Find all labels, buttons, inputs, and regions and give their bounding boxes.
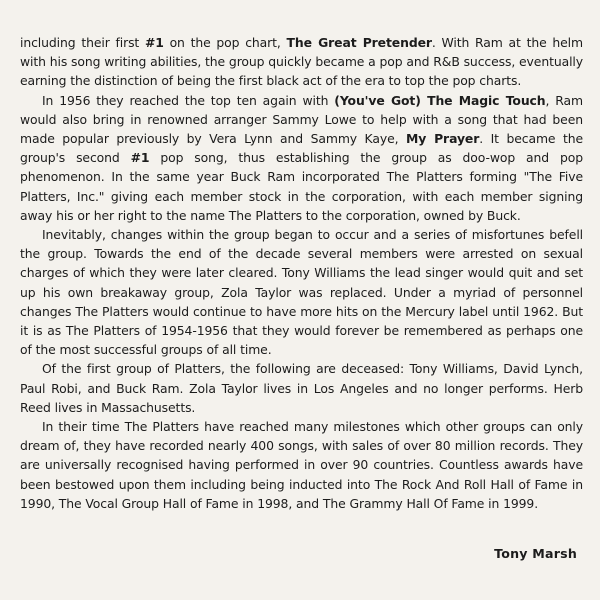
text-run: Inevitably, changes within the group began to occur and a series of misfortunes befell the group. Towards the end of the decade several members were arrested on sexual charges of which they were later cleared. Tony Williams the lead singer would quit and set up his own breakaway group, Zola Taylor was replaced. Under a myriad of personnel changes The Platters would continue to have more hits on the Mercury label until 1962. But it is as The Platters of 1954-1956 that they would forever be remembered as perhaps one of the most successful groups of all time.	[20, 227, 583, 358]
bold-text: #1	[144, 35, 164, 50]
text-run: In their time The Platters have reached many milestones which other groups can only dream of, they have recorded nearly 400 songs, with sales of over 80 million records. They are universally recognised having performed in over 90 countries. Countless awards have been bestowed upon them including being inducted into The Rock And Roll Hall of Fame in 1990, The Vocal Group Hall of Fame in 1998, and The Grammy Hall Of Fame in 1999.	[20, 419, 583, 511]
text-run: , Ram would also bring in renowned arranger Sammy Lowe to help with a song that had been made popular previously by Vera Lynn and Sammy Kaye,	[20, 92, 583, 147]
text-run: including their first	[20, 35, 145, 50]
paragraph-3	[20, 225, 583, 359]
text-run: . With Ram at the helm with his song writing abilities, the group quickly became a pop and R&B success, eventually earning the distinction of being the first black act of the era to top the pop charts.	[20, 35, 583, 89]
bold-text: #1	[130, 150, 150, 166]
paragraph-4	[20, 359, 583, 417]
paragraph-5	[20, 417, 583, 513]
body-text	[20, 33, 583, 513]
text-run: pop song, thus establishing the group as doo-wop and pop phenomenon. In the same year Buck Ram incorporated The Platters forming "The Five Platters, Inc." giving each member stock in the corporation, with each member signing away his or her right to the name The Platters to the corporation, owned by Buck.	[20, 150, 583, 223]
text-run: Of the first group of Platters, the following are deceased: Tony Williams, David Lynch, Paul Robi, and Buck Ram. Zola Taylor lives in Los Angeles and no longer performs. Herb Reed lives in Massachusetts.	[20, 361, 583, 415]
paragraph-2	[20, 91, 583, 225]
bold-text: My Prayer	[405, 131, 480, 147]
paragraph-1	[20, 33, 583, 91]
text-run: . It became the group's second	[20, 131, 583, 166]
bold-text: (You've Got) The Magic Touch	[334, 92, 546, 108]
text-run: In 1956 they reached the top ten again with	[42, 92, 335, 108]
author-signature: Tony Marsh	[494, 546, 577, 561]
bold-text: The Great Pretender	[286, 35, 432, 50]
text-run: on the pop chart,	[163, 35, 287, 50]
